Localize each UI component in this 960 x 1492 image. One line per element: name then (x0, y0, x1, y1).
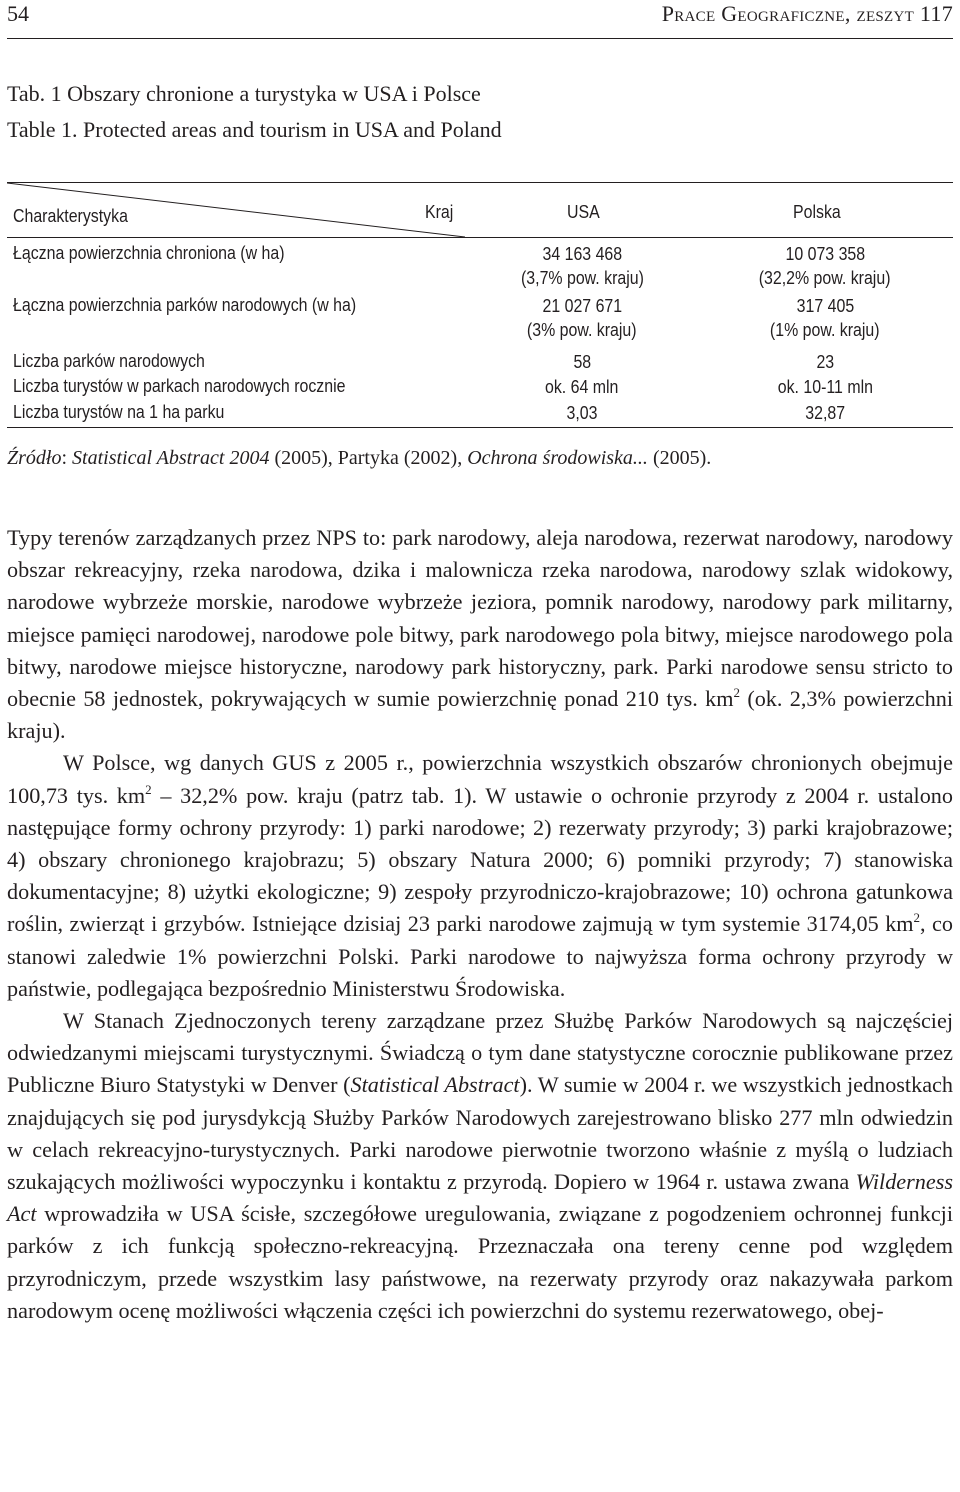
row-label: Łączna powierzchnia parków narodowych (w ha) (13, 294, 357, 315)
page-number: 54 (7, 1, 29, 26)
table-row (7, 371, 953, 397)
source-prefix: Źródło (7, 447, 62, 469)
poland-value: 32,87 (805, 402, 845, 423)
poland-value: 23 (816, 351, 834, 372)
row-label: Liczba turystów w parkach narodowych rocznie (13, 375, 346, 396)
document-page (7, 0, 953, 1323)
table-caption-english: Table 1. Protected areas and tourism in USA and Poland (7, 117, 502, 142)
row-label: Liczba parków narodowych (13, 350, 205, 371)
table-row (7, 238, 953, 290)
paragraph: W Polsce, wg danych GUS z 2005 r., powierzchnia wszystkich obszarów chronionych obejmuje 100,73 tys. $km^2 - 32,2\%$ pow. kraju (patrz tab. 1). W ustawie o ochronie przyrody z 2004 r. ustalono następujące formy ochrony przyrody: 1) parki narodowe; 2) rezerwaty przyrody; 3) parki krajobrazowe; 4) obszary chronionego krajobrazu; 5) obszary Natura 2000; 6) pomniki przyrody; 7) stanowiska dokumentacyjne; 8) użytki ekologiczne; 9) zespoły przyrodniczo-krajobrazowe; 10) ochrona gatunkowa roślin, zwierząt i grzybów. Istniejące dzisiaj 23 parki narodowe zajmują w tym systemie 3174,05 $km^2$, co stanowi zaledwie 1% powierzchni Polski. Parki narodowe to najwyższa forma ochrony przyrody w państwie, podlegająca bezpośrednio Ministerstwu Środowiska. (7, 750, 953, 1001)
header-usa: USA (567, 201, 600, 222)
table-row (7, 397, 953, 427)
table-row (7, 290, 953, 346)
row-label: Liczba turystów na 1 ha parku (13, 401, 225, 422)
header-kraj: Kraj (425, 201, 454, 222)
poland-value: ok. 10-11 mln (777, 376, 873, 397)
poland-value: 317 405 (1% pow. kraju) (770, 295, 880, 340)
usa-value: 34 163 468 (3,7% pow. kraju) (520, 243, 644, 288)
paragraph: Typy terenów zarządzanych przez NPS to: park narodowy, aleja narodowa, rezerwat narodowy, narodowy obszar rekreacyjny, rzeka narodowa, dzika i malownicza rzeka narodowa, narodowy szlak widokowy, narodowe wybrzeże morskie, narodowe wybrzeże jeziora, pomnik narodowy, narodowy park militarny, miejsce pamięci narodowej, narodowe pole bitwy, park narodowego pola bitwy, miejsce narodowego pola bitwy, narodowe miejsce historyczne, narodowy park historyczny, park. Parki narodowe sensu stricto to obecnie 58 jednostek, pokrywających w sumie powierzchnię ponad 210 tys. $km^2$ (ok. 2,3% powierzchni kraju). (7, 525, 953, 744)
running-header (7, 0, 953, 39)
journal-title: Prace Geograficzne, zeszyt 117 (661, 1, 953, 26)
paragraph: W Stanach Zjednoczonych tereny zarządzane przez Służbę Parków Narodowych są najczęściej odwiedzanymi miejscami turystycznymi. Świadczą o tym dane statystyczne corocznie publikowane przez Publiczne Biuro Statystyki w Denver (Statistical Abstract). W sumie w 2004 r. we wszystkich jednostkach znajdujących się pod jurysdykcją Służby Parków Narodowych zarejestrowano blisko 277 mln odwiedzin w celach rekreacyjno-turystycznych. Parki narodowe pierwotnie tworzono właśnie z myślą o ludziach szukających możliwości wypoczynku i kontaktu z przyrodą. Dopiero w 1964 r. ustawa zwana Wilderness Act wprowadziła w USA ścisłe, szczegółowe uregulowania, związane z pogodzeniem ochronnej funkcji parków z ich funkcją społeczno-rekreacyjną. Przeznaczała ona tereny cenne pod względem przyrodniczym, przede wszystkim lasy państwowe, na rezerwaty przyrody oraz nakazywała parkom narodowym ocenę możliwości włączenia części ich powierzchni do systemu rezerwatowego, obej- (7, 1008, 953, 1323)
row-label: Łączna powierzchnia chroniona (w ha) (13, 242, 285, 263)
table-header (7, 183, 953, 238)
source-work-1: Statistical Abstract 2004 (72, 447, 270, 469)
body-text (7, 522, 953, 1327)
usa-value: ok. 64 mln (545, 376, 619, 397)
table-bottom-rule (7, 427, 953, 428)
table-source-note: Źródło: Statistical Abstract 2004 (2005), Partyka (2002), Ochrona środowiska... (2005). (7, 447, 712, 469)
header-poland: Polska (793, 201, 841, 222)
table-row (7, 346, 953, 371)
usa-value: 3,03 (566, 402, 598, 423)
source-work-2: Ochrona środowiska... (467, 447, 648, 469)
usa-value: 21 027 671 (3% pow. kraju) (527, 295, 637, 340)
protected-areas-table (7, 182, 953, 428)
table-caption-polish: Tab. 1 Obszary chronione a turystyka w USA i Polsce (7, 81, 481, 106)
poland-value: 10 073 358 (32,2% pow. kraju) (759, 243, 891, 288)
header-characteristic: Charakterystyka (13, 205, 128, 226)
usa-value: 58 (573, 351, 591, 372)
